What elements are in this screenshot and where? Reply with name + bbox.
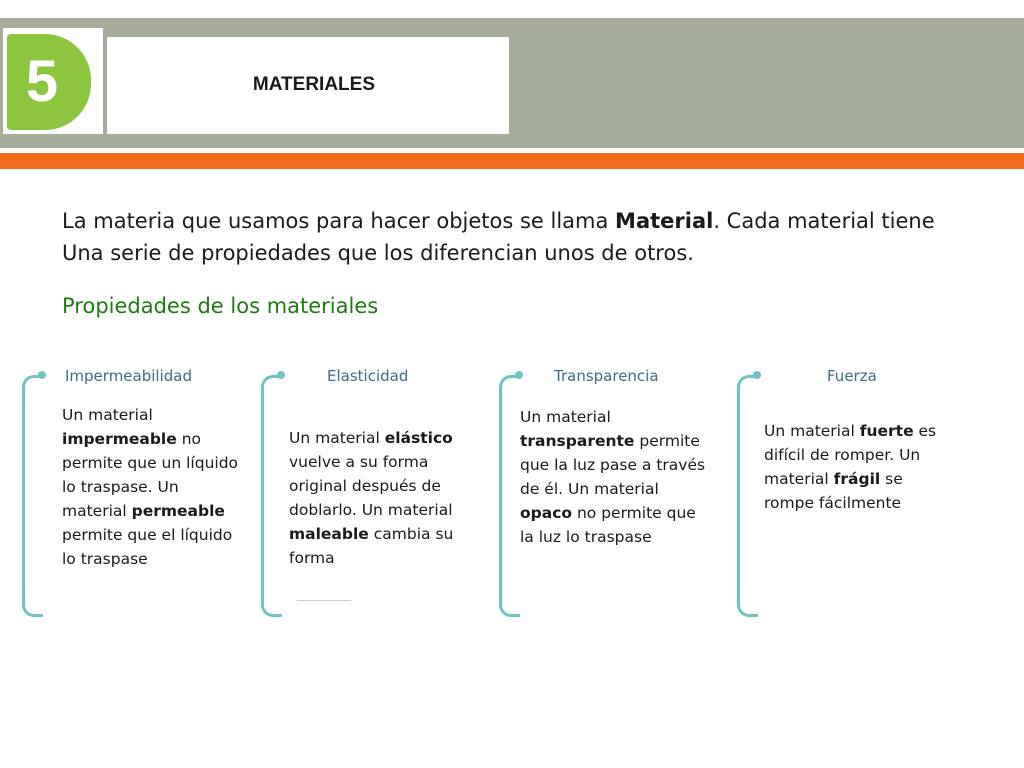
bracket-dot [515, 371, 523, 379]
bracket-line [499, 375, 520, 617]
slide-title: MATERIALES [252, 74, 375, 95]
card-body [764, 419, 954, 515]
intro-text: . Cada material tiene [713, 209, 935, 233]
card-text: no permite que un líquido lo traspase. Un material [62, 430, 239, 520]
card-text: vuelve a su forma original después de doblarlo. Un material [289, 453, 453, 519]
card-text: permite que el líquido lo traspase [62, 526, 233, 568]
card-body [62, 403, 240, 571]
card-text: Un material [520, 408, 611, 426]
card-body [289, 426, 477, 570]
accent-bar [0, 153, 1024, 169]
card-title: Elasticidad [327, 367, 409, 385]
intro-text: Una serie de propiedades que los diferencian unos de otros. [62, 241, 694, 265]
intro-text: La materia que usamos para hacer objetos se llama [62, 209, 616, 233]
card-text: cambia su forma [289, 525, 454, 567]
card-text: se rompe fácilmente [764, 470, 903, 512]
intro-keyword: Material [615, 209, 714, 233]
divider [297, 600, 351, 601]
card-keyword: opaco [520, 504, 573, 522]
card-text: Un material [289, 429, 385, 447]
card-body [520, 405, 710, 549]
slide-number: 5 [25, 49, 59, 114]
card-text: Un material [62, 406, 153, 424]
card-title: Transparencia [554, 367, 659, 385]
property-card-fuerza [737, 365, 962, 615]
card-keyword: permeable [131, 502, 225, 520]
bracket-dot [38, 371, 46, 379]
card-text: Un material [764, 422, 860, 440]
card-keyword: transparente [520, 432, 635, 450]
slide-number-logo [3, 28, 103, 134]
bracket-line [22, 375, 43, 617]
card-title: Fuerza [827, 367, 877, 385]
intro-paragraph [62, 205, 982, 269]
card-title: Impermeabilidad [65, 367, 192, 385]
card-keyword: maleable [289, 525, 369, 543]
bracket-line [261, 375, 282, 617]
bracket-dot [753, 371, 761, 379]
card-text: no permite que la luz lo traspase [520, 504, 696, 546]
slide-number-badge [7, 34, 91, 130]
property-card-transparencia [499, 365, 724, 615]
card-keyword: fuerte [859, 422, 914, 440]
bracket-line [737, 375, 758, 617]
section-heading: Propiedades de los materiales [62, 294, 379, 318]
bracket-dot [277, 371, 285, 379]
card-keyword: impermeable [62, 430, 177, 448]
card-keyword: frágil [833, 470, 881, 488]
card-keyword: elástico [384, 429, 453, 447]
card-text: es difícil de romper. Un material [764, 422, 937, 488]
title-box [107, 37, 509, 134]
card-text: permite que la luz pase a través de él. Un material [520, 432, 706, 498]
property-card-impermeabilidad [22, 365, 247, 615]
property-card-elasticidad [261, 365, 486, 615]
